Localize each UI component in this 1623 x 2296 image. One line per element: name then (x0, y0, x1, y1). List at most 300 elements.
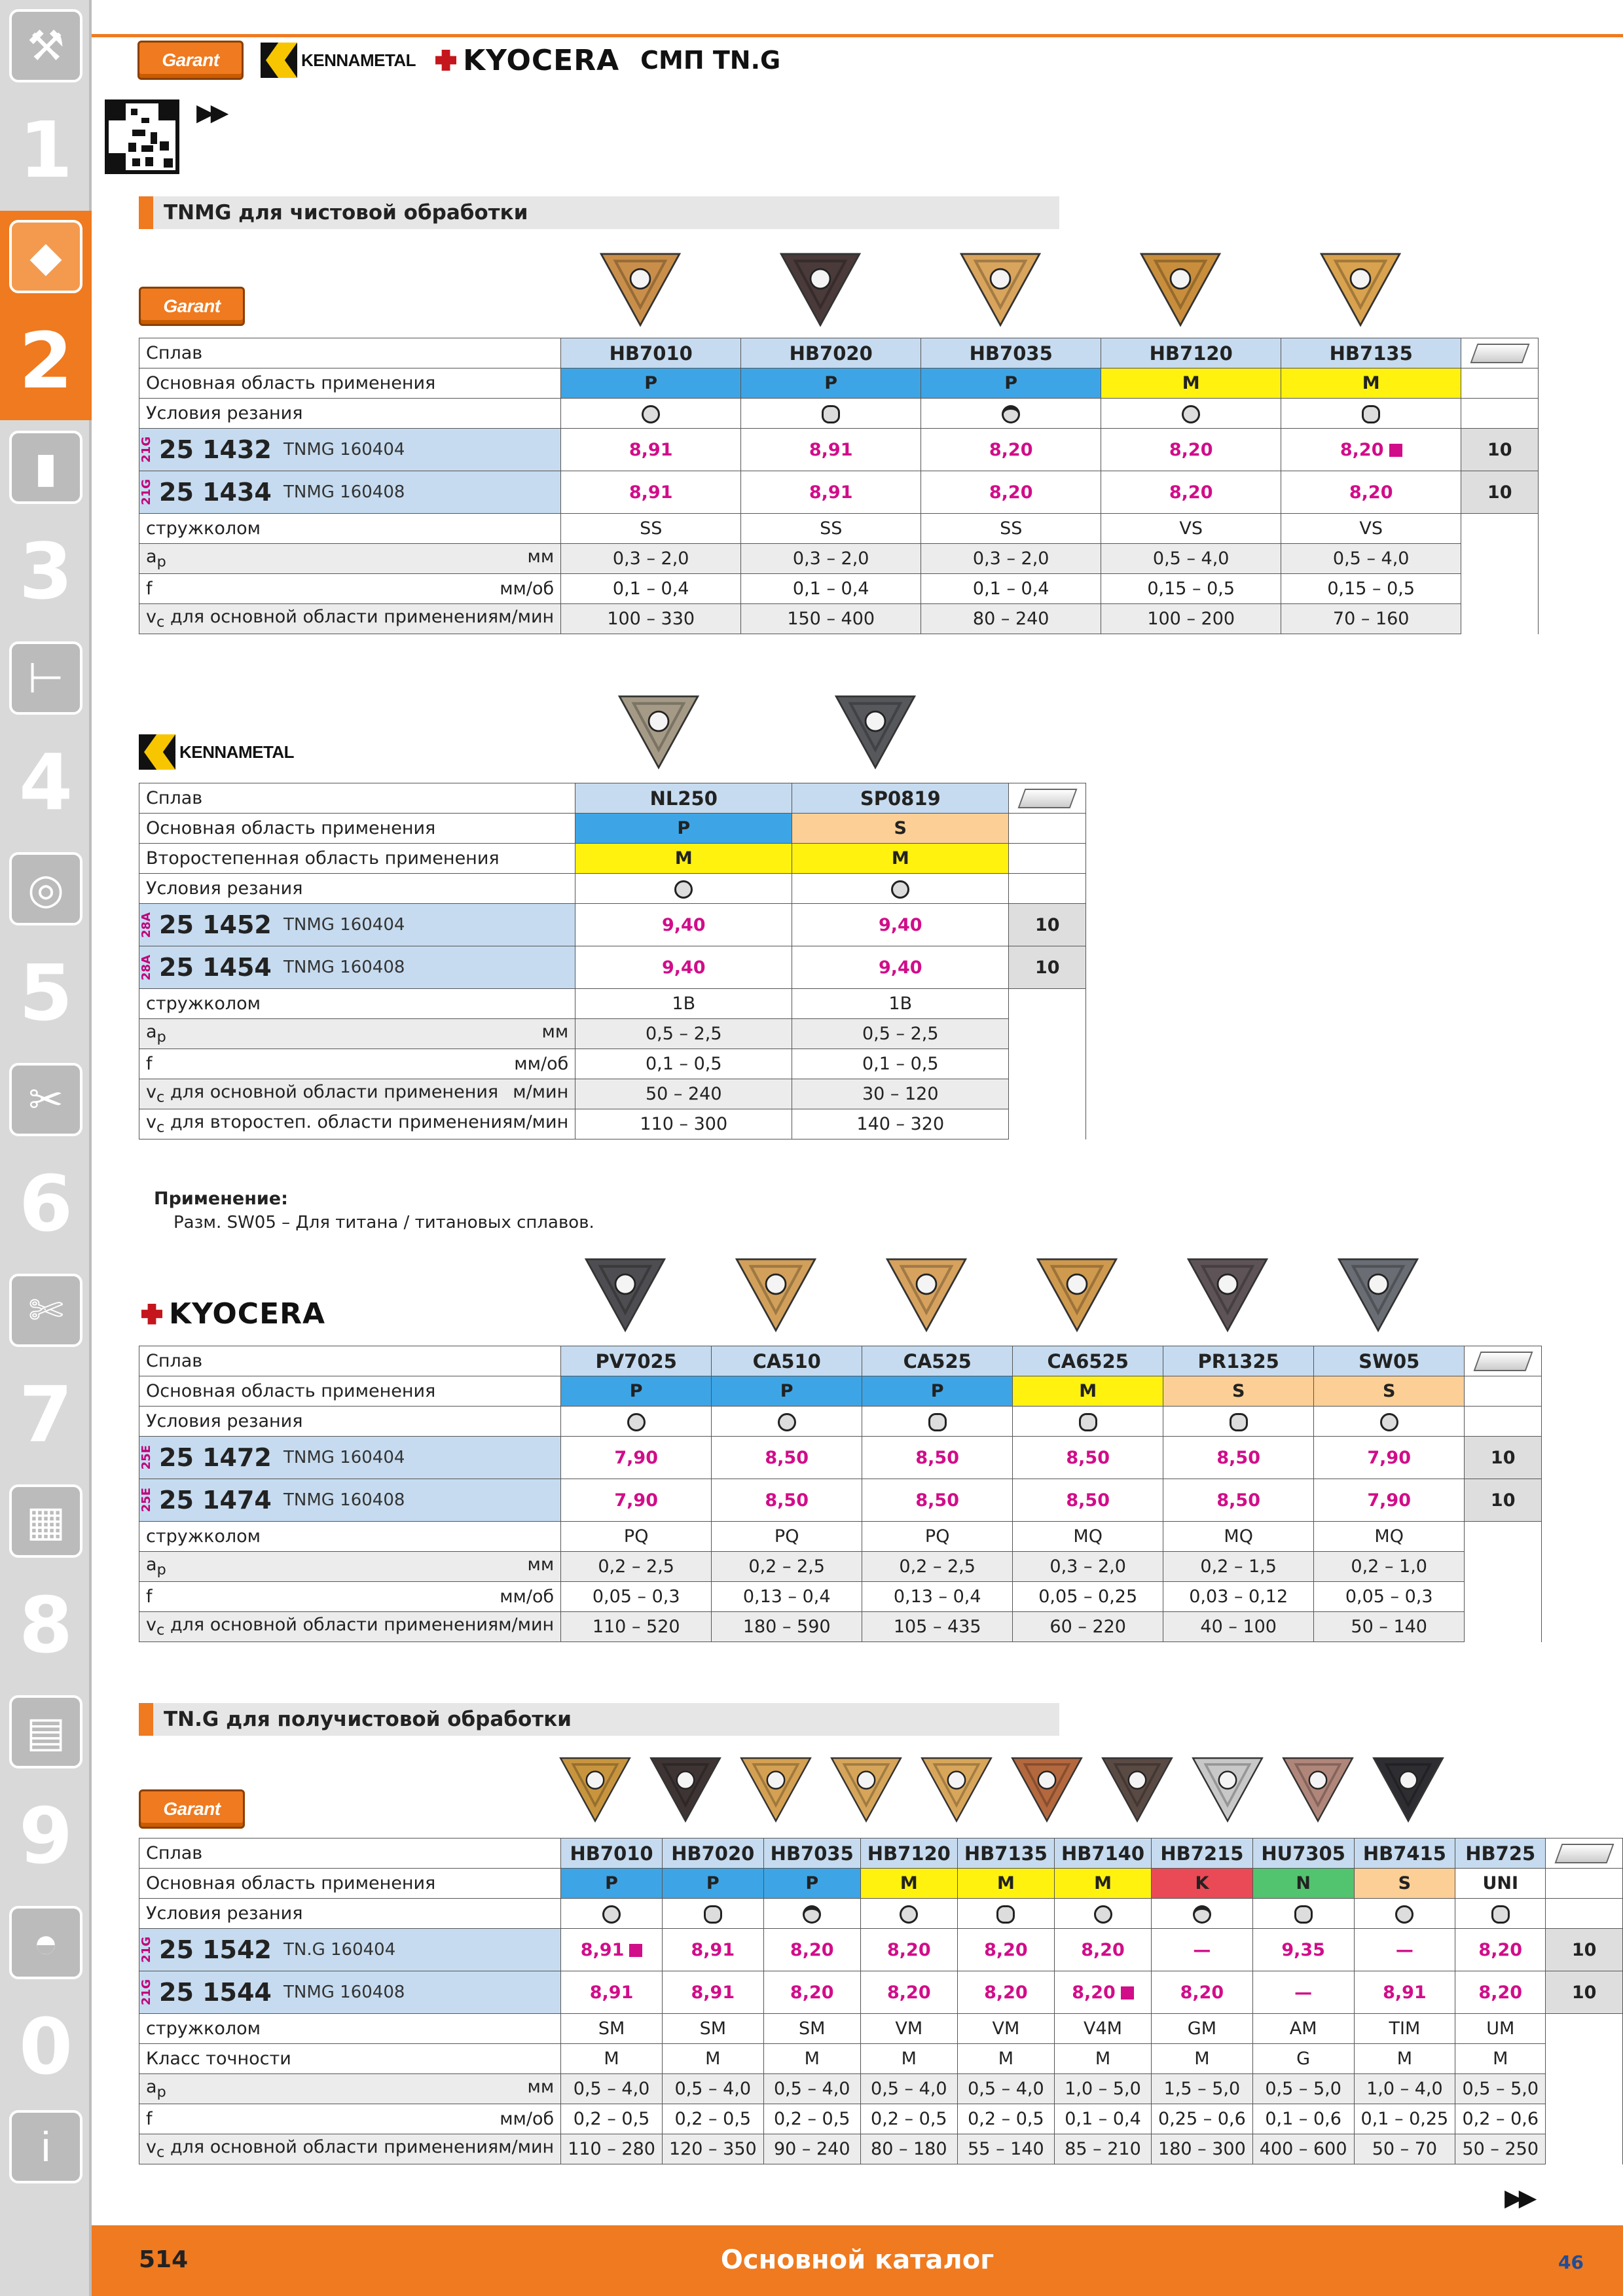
price-cell (860, 1929, 957, 1971)
spec-value: 90 – 240 (763, 2134, 860, 2164)
price-value: 9,40 (878, 957, 922, 978)
price-cell (957, 1971, 1054, 2014)
designation: TNMG 160408 (283, 482, 405, 502)
package-icon (1017, 789, 1077, 808)
caliper-icon (9, 641, 82, 715)
row-chipbreaker (139, 989, 1086, 1019)
spec-value: VS (1101, 514, 1281, 544)
article-wrap (139, 1929, 560, 1971)
price-cell (860, 1971, 957, 2014)
page-title: СМП TN.G (640, 46, 781, 75)
label-ap: $a_p$ (146, 1022, 166, 1046)
insert-image-ca510 (731, 1253, 820, 1335)
price-cell (1054, 1929, 1151, 1971)
row-chipbreaker (139, 2014, 1623, 2044)
cutting-condition-icon (1395, 1905, 1413, 1924)
price-value: — (1193, 1939, 1211, 1960)
label-vc-secondary: $v_c$ для второстеп. области применения (146, 1112, 513, 1136)
row-vc-secondary (139, 1109, 1086, 1139)
price-value: 8,20 (989, 482, 1033, 503)
cutting-condition-icon (602, 1905, 621, 1924)
price-value: 8,20 (1180, 1982, 1224, 2003)
spec-value: 0,1 – 0,4 (741, 574, 921, 604)
label-vc-main: $v_c$ для основной области применения (146, 1082, 499, 1106)
insert-image-hb7010 (556, 1753, 634, 1825)
row-main-area (139, 1869, 1623, 1899)
price-value: 8,91 (580, 1939, 625, 1960)
article-number: 25 1474 (159, 1486, 272, 1515)
price-cell (1252, 1929, 1354, 1971)
condition-cell (1101, 399, 1281, 429)
area-cell: M (575, 844, 792, 874)
row-conditions (139, 874, 1086, 904)
empty-cell (1465, 1612, 1542, 1642)
qr-code-icon[interactable] (105, 99, 179, 174)
price-value: 7,90 (614, 1490, 659, 1511)
forward-arrows-icon[interactable]: ▶▶ (196, 99, 225, 126)
empty-cell (1465, 1552, 1542, 1582)
price-cell (1314, 1437, 1465, 1479)
package-icon (1473, 1352, 1533, 1371)
spec-label (139, 1612, 561, 1642)
row-main-area (139, 814, 1086, 844)
spec-value: VM (957, 2014, 1054, 2044)
insert-image-hb7135 (1316, 247, 1405, 330)
price-value: 8,20 (1169, 482, 1213, 503)
unit-mm: мм (527, 2077, 555, 2098)
box-icon (1546, 1839, 1623, 1869)
group-tag: 21G (139, 1979, 153, 2005)
spec-value: 0,05 – 0,25 (1013, 1582, 1163, 1612)
spec-label (139, 2014, 561, 2044)
sidebar-number: 2 (18, 315, 73, 406)
insert-image-nl250 (614, 690, 703, 772)
spec-value: 0,5 – 4,0 (561, 2074, 663, 2104)
cutting-condition-icon (1002, 405, 1020, 423)
insert-image-ca6525 (1032, 1253, 1122, 1335)
sidebar-glyph: ✂ (28, 1075, 64, 1123)
article-number: 25 1544 (159, 1978, 272, 2007)
condition-cell (1252, 1899, 1354, 1929)
note-text: Разм. SW05 – Для титана / титановых сплавов. (173, 1213, 594, 1232)
row-conditions (139, 1899, 1623, 1929)
spec-label (139, 574, 561, 604)
area-cell: K (1152, 1869, 1253, 1899)
sidebar-tab-5[interactable] (0, 843, 92, 1052)
spec-value: 1B (792, 989, 1009, 1019)
grade-header: HB7035 (921, 338, 1101, 368)
price-value: 9,40 (661, 914, 706, 935)
spec-value: 400 – 600 (1252, 2134, 1354, 2164)
sidebar-glyph: ▦ (26, 1497, 66, 1545)
price-value: 8,20 (1072, 1982, 1116, 2003)
article-wrap (139, 429, 560, 471)
empty-cell (1461, 604, 1539, 634)
insert-image-hb7020 (646, 1753, 725, 1825)
price-cell (792, 904, 1009, 946)
price-cell (1281, 471, 1461, 514)
unit-mm-rev: мм/об (514, 1054, 569, 1074)
article-row (139, 471, 1539, 514)
area-cell: P (561, 1376, 712, 1407)
insert-image-hb725 (1369, 1753, 1448, 1825)
spec-label (139, 544, 561, 574)
label-conditions: Условия резания (139, 874, 575, 904)
sidebar-tab-0[interactable] (0, 1897, 92, 2106)
kennametal-logo: KENNAMETAL (139, 734, 294, 770)
price-cell (1152, 1971, 1253, 2014)
article-row (139, 904, 1086, 946)
price-cell (1455, 1929, 1546, 1971)
sidebar-tab-4[interactable] (0, 632, 92, 842)
insert-image-pr1325 (1183, 1253, 1272, 1335)
article-cell[interactable] (139, 1971, 561, 2014)
grinding-disc-icon (9, 852, 82, 925)
grade-header: SP0819 (792, 783, 1009, 814)
price-value: 8,50 (1216, 1490, 1261, 1511)
row-chipbreaker (139, 514, 1539, 544)
spec-value: M (1354, 2044, 1455, 2074)
spec-value: 1B (575, 989, 792, 1019)
area-cell: N (1252, 1869, 1354, 1899)
row-vc (139, 2134, 1623, 2164)
article-number: 25 1472 (159, 1443, 272, 1472)
grade-header: HB7035 (763, 1839, 860, 1869)
cutting-condition-icon (1230, 1413, 1248, 1431)
spec-value: 0,03 – 0,12 (1163, 1582, 1314, 1612)
grade-header: HU7305 (1252, 1839, 1354, 1869)
price-cell (763, 1971, 860, 2014)
spec-value: V4M (1054, 2014, 1151, 2044)
condition-cell (957, 1899, 1054, 1929)
price-value: 8,50 (1066, 1490, 1110, 1511)
empty-cell (1465, 1407, 1542, 1437)
grade-header: HB7120 (1101, 338, 1281, 368)
grade-header: HB7010 (561, 1839, 663, 1869)
spec-value: SM (763, 2014, 860, 2044)
empty-cell (1461, 544, 1539, 574)
spec-label (139, 1079, 575, 1109)
garant-logo: Garant (139, 287, 245, 326)
sidebar-number: 9 (18, 1791, 73, 1881)
price-cell (1314, 1479, 1465, 1522)
price-value: 8,20 (1340, 439, 1384, 460)
cutting-condition-icon (891, 880, 909, 899)
garant-logo: Garant (137, 41, 244, 80)
cutting-condition-icon (627, 1413, 646, 1431)
article-cell[interactable] (139, 471, 561, 514)
price-value: 9,40 (661, 957, 706, 978)
price-value: 8,91 (629, 439, 673, 460)
price-value: 8,91 (629, 482, 673, 503)
unit-m-min: м/мин (513, 1112, 569, 1133)
label-f: f (146, 579, 153, 599)
spec-label (139, 604, 561, 634)
spec-value: 0,5 – 2,5 (575, 1019, 792, 1049)
designation: TNMG 160404 (283, 1448, 405, 1467)
grade-header: HB7215 (1152, 1839, 1253, 1869)
area-cell: P (712, 1376, 862, 1407)
cutting-condition-icon (1380, 1413, 1398, 1431)
empty-cell (1461, 574, 1539, 604)
empty-cell (1465, 1522, 1542, 1552)
price-cell (561, 1479, 712, 1522)
row-alloy (139, 1346, 1542, 1376)
article-row (139, 946, 1086, 989)
spec-value: 120 – 350 (662, 2134, 763, 2164)
spec-value: 0,15 – 0,5 (1101, 574, 1281, 604)
area-cell: M (1281, 368, 1461, 399)
cutting-condition-icon (1079, 1413, 1097, 1431)
safety-glasses-icon (9, 1906, 82, 1979)
empty-cell (1461, 399, 1539, 429)
spec-label (139, 1582, 561, 1612)
article-number: 25 1452 (159, 910, 272, 939)
spec-value: 0,2 – 0,5 (763, 2104, 860, 2134)
box-icon (1461, 338, 1539, 368)
spec-value: 0,3 – 2,0 (561, 544, 741, 574)
area-cell: P (561, 368, 741, 399)
sidebar-tab-8[interactable] (0, 1475, 92, 1685)
unit-mm-rev: мм/об (500, 1587, 555, 1607)
spec-value: M (1455, 2044, 1546, 2074)
kyocera-logo: KYOCERA (433, 44, 619, 77)
article-cell[interactable] (139, 1437, 561, 1479)
price-value: 8,50 (1216, 1447, 1261, 1468)
grade-header: HB7415 (1354, 1839, 1455, 1869)
article-cell[interactable] (139, 946, 575, 989)
spec-value: 30 – 120 (792, 1079, 1009, 1109)
spec-value: 0,1 – 0,25 (1354, 2104, 1455, 2134)
cutting-condition-icon (1294, 1905, 1313, 1924)
empty-cell (1009, 1049, 1086, 1079)
spec-value: 60 – 220 (1013, 1612, 1163, 1642)
label-accuracy: Класс точности (146, 2049, 291, 2069)
article-cell[interactable] (139, 429, 561, 471)
condition-cell (792, 874, 1009, 904)
insert-icon (9, 220, 82, 293)
spec-value: PQ (561, 1522, 712, 1552)
spec-value: 0,3 – 2,0 (921, 544, 1101, 574)
spec-value: 55 – 140 (957, 2134, 1054, 2164)
pack-quantity: 10 (1546, 1971, 1623, 2014)
empty-cell (1009, 1079, 1086, 1109)
row-ap (139, 1019, 1086, 1049)
price-cell (1101, 429, 1281, 471)
spec-value: TIM (1354, 2014, 1455, 2044)
label-main-area: Основная область применения (139, 1869, 561, 1899)
article-wrap (139, 1971, 560, 2013)
pack-quantity: 10 (1546, 1929, 1623, 1971)
cutting-condition-icon (928, 1413, 947, 1431)
sidebar-tab-1[interactable] (0, 0, 92, 209)
article-number: 25 1434 (159, 478, 272, 507)
sidebar-tab-9[interactable] (0, 1686, 92, 1895)
row-alloy (139, 783, 1086, 814)
pack-quantity: 10 (1465, 1479, 1542, 1522)
clamp-icon (9, 431, 82, 504)
spec-value: 180 – 590 (712, 1612, 862, 1642)
price-value: 8,50 (1066, 1447, 1110, 1468)
price-value: 8,20 (1478, 1982, 1523, 2003)
article-cell[interactable] (139, 1929, 561, 1971)
product-table-2 (139, 783, 1086, 1139)
article-row (139, 1479, 1542, 1522)
spec-value: AM (1252, 2014, 1354, 2044)
price-value: 8,50 (915, 1490, 960, 1511)
sidebar-glyph: ▤ (26, 1708, 66, 1755)
designation: TNMG 160404 (283, 915, 405, 935)
article-wrap (139, 904, 575, 946)
label-alloy: Сплав (139, 1839, 561, 1869)
article-row (139, 1929, 1623, 1971)
sidebar-number: 3 (18, 526, 73, 617)
row-conditions (139, 399, 1539, 429)
spec-value: 0,1 – 0,4 (1054, 2104, 1151, 2134)
insert-image-hb7010 (596, 247, 685, 330)
spec-value: SS (921, 514, 1101, 544)
spec-value: 1,0 – 5,0 (1054, 2074, 1151, 2104)
row-accuracy (139, 2044, 1623, 2074)
sidebar-tab-7[interactable] (0, 1265, 92, 1474)
spec-value: 50 – 240 (575, 1079, 792, 1109)
product-table-1 (139, 338, 1539, 634)
price-cell (575, 904, 792, 946)
top-rule (92, 34, 1623, 37)
sidebar-tab-2[interactable] (0, 211, 92, 420)
sidebar-number: 4 (18, 737, 73, 827)
condition-cell (1281, 399, 1461, 429)
price-value: 8,91 (691, 1939, 735, 1960)
price-cell (662, 1971, 763, 2014)
area-cell: P (575, 814, 792, 844)
area-cell: P (763, 1869, 860, 1899)
condition-cell (662, 1899, 763, 1929)
spec-label (139, 1049, 575, 1079)
price-value: 8,20 (790, 1939, 834, 1960)
cutting-condition-icon (1362, 405, 1380, 423)
unit-m-min: м/мин (498, 1615, 555, 1636)
grade-header: NL250 (575, 783, 792, 814)
group-tag: 28A (139, 954, 153, 980)
area-cell: M (860, 1869, 957, 1899)
price-cell (792, 946, 1009, 989)
row-alloy (139, 1839, 1623, 1869)
sidebar-tab-i[interactable] (0, 2101, 92, 2296)
empty-cell (1546, 1899, 1623, 1929)
sidebar-tab-6[interactable] (0, 1054, 92, 1263)
application-note (154, 1189, 594, 1232)
grade-header: CA510 (712, 1346, 862, 1376)
article-cell[interactable] (139, 904, 575, 946)
price-cell (561, 1929, 663, 1971)
spec-value: M (860, 2044, 957, 2074)
page-number: 514 (139, 2246, 189, 2273)
article-number: 25 1542 (159, 1935, 272, 1964)
sidebar (0, 0, 92, 2296)
label-alloy: Сплав (139, 338, 561, 368)
label-alloy: Сплав (139, 1346, 561, 1376)
garant-logo: Garant (139, 1789, 245, 1829)
spec-value: PQ (862, 1522, 1013, 1552)
article-number: 25 1454 (159, 953, 272, 982)
grade-header: HB7140 (1054, 1839, 1151, 1869)
sidebar-glyph: ◎ (27, 865, 64, 912)
spec-value: 105 – 435 (862, 1612, 1013, 1642)
condition-cell (1152, 1899, 1253, 1929)
spec-value: 0,3 – 2,0 (741, 544, 921, 574)
article-cell[interactable] (139, 1479, 561, 1522)
spec-value: 0,2 – 0,5 (662, 2104, 763, 2134)
group-tag: 21G (139, 1937, 153, 1963)
price-cell (1354, 1971, 1455, 2014)
price-cell (561, 471, 741, 514)
label-main-area: Основная область применения (139, 368, 561, 399)
cutting-condition-icon (996, 1905, 1015, 1924)
spec-value: SS (561, 514, 741, 544)
grade-header: HB7120 (860, 1839, 957, 1869)
spec-label (139, 2044, 561, 2074)
empty-cell (1546, 2044, 1623, 2074)
box-icon (1009, 783, 1086, 814)
sidebar-glyph: ▮ (34, 443, 58, 491)
spec-value: 0,2 – 1,0 (1314, 1552, 1465, 1582)
label-conditions: Условия резания (139, 399, 561, 429)
designation: TNMG 160408 (283, 1982, 405, 2002)
price-cell (1013, 1479, 1163, 1522)
spec-label (139, 1552, 561, 1582)
condition-cell (1054, 1899, 1151, 1929)
cutting-condition-icon (803, 1905, 821, 1924)
grade-header: PV7025 (561, 1346, 712, 1376)
price-cell (921, 429, 1101, 471)
empty-cell (1009, 814, 1086, 844)
row-ap (139, 1552, 1542, 1582)
price-cell (1281, 429, 1461, 471)
condition-cell (575, 874, 792, 904)
unit-mm-rev: мм/об (500, 2109, 555, 2129)
area-cell: M (957, 1869, 1054, 1899)
price-cell (763, 1929, 860, 1971)
row-ap (139, 2074, 1623, 2104)
spec-value: 110 – 280 (561, 2134, 663, 2164)
price-value: 8,50 (915, 1447, 960, 1468)
price-value: 8,20 (989, 439, 1033, 460)
spec-value: SS (741, 514, 921, 544)
spec-value: 100 – 330 (561, 604, 741, 634)
price-value: 8,20 (887, 1982, 931, 2003)
price-cell (662, 1929, 763, 1971)
spec-value: SM (561, 2014, 663, 2044)
insert-image-sp0819 (831, 690, 920, 772)
sidebar-glyph: ◓ (33, 1919, 59, 1966)
sidebar-glyph: ⊢ (27, 654, 64, 702)
sidebar-tab-3[interactable] (0, 422, 92, 631)
price-value: 7,90 (1367, 1447, 1412, 1468)
section-semifinishing: TN.G для получистовой обработки (139, 1703, 1059, 1736)
grade-header: CA6525 (1013, 1346, 1163, 1376)
price-cell (561, 1437, 712, 1479)
price-value: 8,20 (1478, 1939, 1523, 1960)
row-main-area (139, 1376, 1542, 1407)
price-value: 8,20 (790, 1982, 834, 2003)
stock-marker-icon (1121, 1986, 1134, 2000)
next-page-arrows-icon[interactable]: ▶▶ (1504, 2185, 1533, 2212)
empty-cell (1009, 1019, 1086, 1049)
price-value: 8,91 (589, 1982, 634, 2003)
spec-value: 80 – 240 (921, 604, 1101, 634)
sidebar-number: 8 (18, 1580, 73, 1670)
